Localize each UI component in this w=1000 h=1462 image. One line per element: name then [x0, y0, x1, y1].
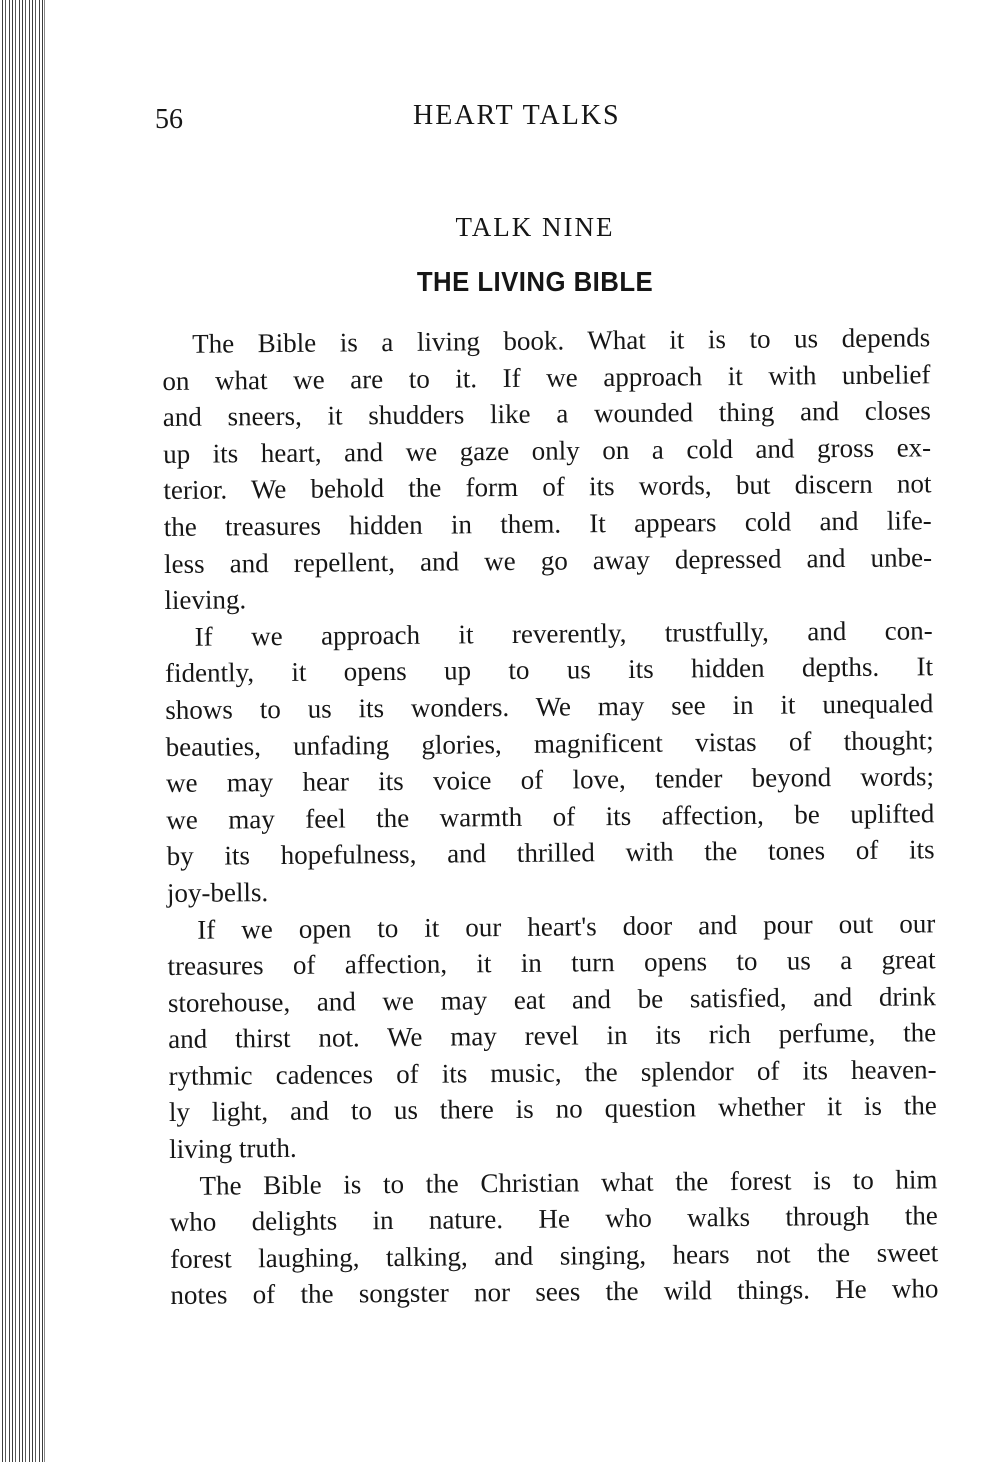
text-line: the treasures hidden in them. It appears cold and life- [163, 505, 932, 542]
text-line: rythmic cadences of its music, the splendor of its heaven- [168, 1054, 937, 1091]
text-line: on what we are to it. If we approach it with unbelief [162, 358, 931, 396]
text-line: If we open to it our heart's door and pour out our [197, 907, 936, 945]
text-line: beauties, unfading glories, magnificent vistas of thought; [165, 724, 934, 762]
body-text [162, 319, 939, 1314]
text-line: shows to us its wonders. We may see in it unequaled [165, 688, 934, 725]
talk-label: TALK NINE [455, 212, 615, 242]
text-line: by its hopefulness, and thrilled with the tones of its [166, 834, 935, 872]
paragraph [165, 612, 936, 911]
text-line: and sneers, it shudders like a wounded thing and closes [162, 395, 931, 433]
text-line: The Bible is to the Christian what the forest is to him [199, 1163, 938, 1201]
page-number: 56 [155, 104, 183, 135]
text-line: we may feel the warmth of its affection, be uplifted [166, 797, 935, 835]
text-line: lieving. [164, 584, 247, 616]
running-head [155, 100, 755, 140]
text-line: The Bible is a living book. What it is to us depends [192, 322, 931, 359]
paragraph [167, 905, 937, 1168]
text-line: up its heart, and we gaze only on a cold and gross ex- [162, 432, 932, 469]
text-line: terior. We behold the form of its words, but discern not [163, 468, 932, 506]
text-line: storehouse, and we may eat and be satisfied, and drink [167, 980, 937, 1018]
text-line: notes of the songster nor sees the wild things. He who [170, 1273, 939, 1311]
text-line: less and repellent, and we go away depressed and unbe- [163, 541, 933, 579]
text-line: we may hear its voice of love, tender beyond words; [165, 761, 935, 799]
text-line: ly light, and to us there is no question whether it is the [168, 1090, 937, 1128]
text-line: fidently, it opens up to us its hidden depths. It [164, 651, 934, 689]
text-line: treasures of affection, it in turn opens to us a great [167, 944, 936, 982]
text-line: joy-bells. [166, 877, 269, 908]
paragraph [162, 319, 933, 618]
text-line: living truth. [169, 1132, 297, 1165]
text-line: who delights in nature. He who walks through the [169, 1200, 938, 1238]
running-head-title: HEART TALKS [413, 100, 621, 131]
text-line: and thirst not. We may revel in its rich perfume, the [168, 1017, 937, 1055]
paragraph [169, 1161, 938, 1314]
text-line: If we approach it reverently, trustfully, and con- [194, 615, 933, 652]
text-line: forest laughing, talking, and singing, hears not the sweet [170, 1237, 939, 1274]
chapter-title: THE LIVING BIBLE [416, 266, 654, 297]
